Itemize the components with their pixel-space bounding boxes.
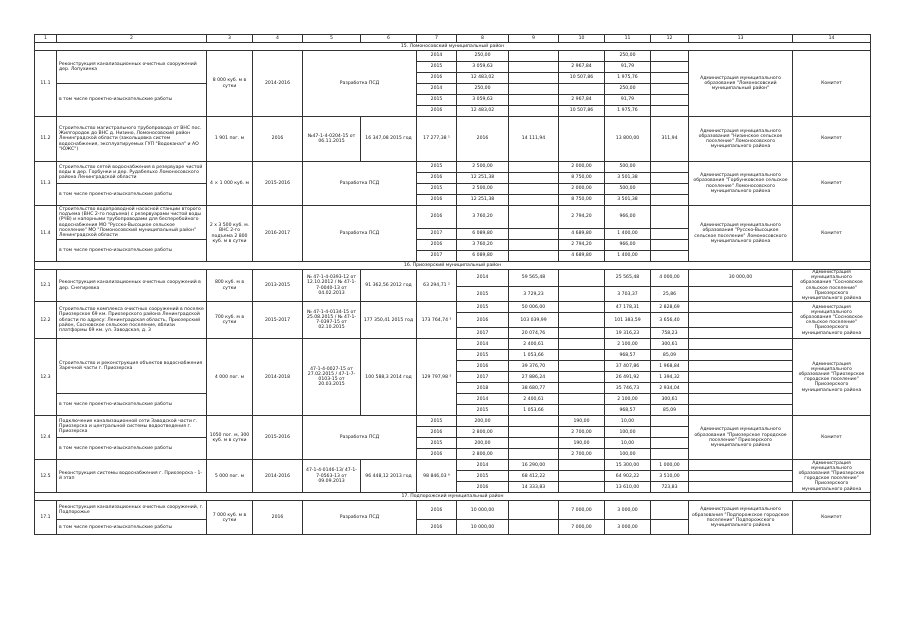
table-row: 2016 12 251,38 8 750,00 3 501,38: [35, 173, 871, 184]
capacity: 700 куб. м в сутки: [207, 302, 253, 339]
table-row: 2016 2 800,00 2 700,00 100,00: [35, 427, 871, 438]
column-number: 14: [793, 35, 871, 43]
year-cell: 2014: [417, 51, 457, 62]
federal-cell: 13 800,00: [605, 117, 651, 162]
local-cell: 311,94: [651, 117, 689, 162]
responsible-cell: Комитет: [793, 51, 871, 117]
column-number: 6: [361, 35, 417, 43]
row-number: 12.1: [35, 270, 57, 302]
table-row: 11.3 Строительство сетей водоснабжения в резервуаре чистой воды в дер. Горбунки и дер. Рудабельхо Ломоносовского района Ленинградской области 4 × 1 000 куб. м 2015-2016 Разработка ПСД 2015 2 500,00 2 000,00 500,00 Администрация муниципального образования "Горбунковское сельское поселение" Ломоносовского муниципального района Комитет: [35, 162, 871, 173]
design-works-note: в том числе проектно-изыскательские работы: [57, 240, 207, 262]
table-row: 2015 3 059,63 2 967,84 91,79: [35, 62, 871, 73]
period: 2014-2018: [253, 339, 303, 416]
row-number: 11.1: [35, 51, 57, 117]
table-row: 12.4 Подключение канализационной сети Заводской части г. Приозерска и центральной системы водоотведения г. Приозерска 1050 пог. м, 300 куб. м в сутки 2015-2016 Разработка ПСД 2015 200,00 190,00 10,00 Администрация муниципального образования "Приозерское городское поселение" Приозерского муниципального района Комитет: [35, 416, 871, 427]
responsible-cell: Комитет: [793, 206, 871, 262]
table-row: 2015 68 412,22 64 902,22 3 510,00: [35, 471, 871, 482]
table-row: в том числе проектно-изыскательские работы 2014 2 400,61 2 100,00 300,61: [35, 394, 871, 405]
column-number: 8: [457, 35, 509, 43]
table-row: 2016 39 376,70 37 407,86 1 968,84: [35, 361, 871, 372]
object-name: Строительство комплекса очистных сооружений в поселке Приозерское 69 км. Приозерского района Ленинградской области по адресу: Ленинградская область, Приозерский район, Сосновское сельское поселение, вблизи платформы 69 км. ул. Заводская, д. 3: [57, 302, 207, 339]
doc-status: Разработка ПСД: [303, 162, 417, 206]
period: 2014-2016: [253, 460, 303, 493]
estimate-cost: 91 362,56 2012 год: [361, 270, 417, 302]
doc-status: 47-1-4-0146-13/ 47-1-7-0563-13 от 09.09.2013: [303, 460, 361, 493]
column-number: 7: [417, 35, 457, 43]
object-name: Реконструкция канализационных очистных сооружений, г. Подпорожье: [57, 501, 207, 520]
capacity: 2 х 3 500 куб. м. ВНС 2-го подъема 2 800 куб. м в сутки: [207, 206, 253, 262]
owner-cell: Администрация муниципального образования "Сосновское сельское поселение" Приозерского муниципального района: [793, 302, 871, 339]
table-row: в том числе проектно-изыскательские работы 2016 3 760,20 2 794,20 966,00: [35, 240, 871, 251]
period: 2016-2017: [253, 206, 303, 262]
table-row: 11.4 Строительство водопроводной насосной станции второго подъема (ВНС 2-го подъема) с резервуарами чистой воды (РЧВ) и напорными трубопроводами для бесперебойного водоснабжения МО "Русско-Высоцкое сельское поселение" МО "Ломоносовский муниципальный район" Ленинградской области 2 х 3 500 куб. м. ВНС 2-го подъема 2 800 куб. м в сутки 2016-2017 Разработка ПСД 2016 3 760,20 2 794,20 966,00 Администрация муниципального образования "Русско-Высоцкое сельское поселение" Ломоносовского муниципального района Комитет: [35, 206, 871, 229]
row-number: 12.5: [35, 460, 57, 493]
object-name: Реконструкция канализационных очистных сооружений дер. Лопухинка: [57, 51, 207, 84]
responsible-cell: Комитет: [793, 162, 871, 206]
table-row: 17.1 Реконструкция канализационных очистных сооружений, г. Подпорожье 7 000 куб. м в сутки 2016 Разработка ПСД 2016 10 000,00 7 000,00 3 000,00 Администрация муниципального образования "Подпорожское городское поселение" Подпорожского муниципального района Комитет: [35, 501, 871, 520]
column-number: 11: [605, 35, 651, 43]
section-row: [35, 262, 871, 270]
row-number: 11.3: [35, 162, 57, 206]
table-row: 2015 3 729,23 3 703,37 25,86: [35, 287, 871, 302]
section-title: 17. Подпорожский муниципальный район: [35, 493, 871, 501]
column-number: 13: [689, 35, 793, 43]
table-row: 2015 1 053,66 968,57 85,09: [35, 350, 871, 361]
responsible-cell: Комитет: [793, 117, 871, 162]
row-number: 17.1: [35, 501, 57, 535]
column-number: 1: [35, 35, 57, 43]
column-number: 2: [57, 35, 207, 43]
table-row: 2017 6 089,80 4 689,80 1 400,00: [35, 251, 871, 262]
table-row: в том числе проектно-изыскательские работы 2015 2 500,00 2 000,00 500,00: [35, 184, 871, 195]
design-works-note: в том числе проектно-изыскательские работы: [57, 84, 207, 117]
period: 2016: [253, 117, 303, 162]
row-number: 12.4: [35, 416, 57, 460]
table-row: 2015 3 059,63 2 967,84 91,79: [35, 95, 871, 106]
section-title: 15. Ломоносовский муниципальный район: [35, 43, 871, 51]
table-row: 2015 1 053,66 968,57 85,09: [35, 405, 871, 416]
responsible-cell: Комитет: [793, 501, 871, 535]
period: 2015-2016: [253, 162, 303, 206]
capacity: 8 000 куб. м в сутки: [207, 51, 253, 117]
column-number: 4: [253, 35, 303, 43]
table-row: [35, 117, 871, 162]
object-name: Строительство водопроводной насосной станции второго подъема (ВНС 2-го подъема) с резервуарами чистой воды (РЧВ) и напорными трубопроводами для бесперебойного водоснабжения МО "Русско-Высоцкое сельское поселение" МО "Ломоносовский муниципальный район" Ленинградской области: [57, 206, 207, 240]
capacity: 800 куб. м в сутки: [207, 270, 253, 302]
object-name: Реконструкция канализационных очистных сооружений в дер. Снегиревка: [57, 270, 207, 302]
column-number: 3: [207, 35, 253, 43]
capacity: 7 000 куб. м в сутки: [207, 501, 253, 535]
doc-status: Разработка ПСД: [303, 416, 417, 460]
document-sheet: [34, 34, 870, 535]
owner-cell: Администрация муниципального образования "Ломоносовский муниципальный район": [689, 51, 793, 117]
row-number: 12.3: [35, 339, 57, 416]
capacity: 4 × 1 000 куб. м: [207, 162, 253, 206]
period: 2015-2017: [253, 302, 303, 339]
table-row: 2016 12 251,38 8 750,00 3 501,38: [35, 195, 871, 206]
responsible-cell: Комитет: [793, 416, 871, 460]
current-cost: 129 797,98 ⁵: [417, 339, 457, 416]
row-number: 12.2: [35, 302, 57, 339]
owner-cell: Администрация муниципального образования "Подпорожское городское поселение" Подпорожского муниципального района: [689, 501, 793, 535]
current-cost: 17 277,38 ¹: [417, 117, 457, 162]
current-cost: 98 846,03 ⁶: [417, 460, 457, 493]
current-cost: 63 294,71 ²: [417, 270, 457, 302]
capacity: 4 000 пог. м: [207, 339, 253, 416]
doc-status: №47-1-4-0204-15 от 06.11.2015: [303, 117, 361, 162]
table-row: 2016 12 483,02 10 507,86 1 975,76: [35, 73, 871, 84]
capacity: 1 901 пог. м: [207, 117, 253, 162]
table-row: [35, 51, 871, 62]
period: 2015-2016: [253, 416, 303, 460]
table-row: 2018 38 680,77 35 746,73 2 934,04: [35, 383, 871, 394]
period: 2014-2016: [253, 51, 303, 117]
doc-status: Разработка ПСД: [303, 51, 417, 117]
doc-status: Разработка ПСД: [303, 206, 417, 262]
total-cell: 14 111,94: [509, 117, 559, 162]
object-name: Подключение канализационной сети Заводской части г. Приозерска и центральной системы водоотведения г. Приозерска: [57, 416, 207, 438]
capacity: 1050 пог. м, 300 куб. м в сутки: [207, 416, 253, 460]
object-name: Строительство сетей водоснабжения в резервуаре чистой воды в дер. Горбунки и дер. Рудабельхо Ломоносовского района Ленинградской области: [57, 162, 207, 184]
object-name: Реконструкция системы водоснабжения г. Приозерска - 1-й этап: [57, 460, 207, 493]
owner-cell: Администрация муниципального образования "Низинское сельское поселение" Ломоносовского муниципального района: [689, 117, 793, 162]
table-row: 2016 12 483,02 10 507,86 1 975,76: [35, 106, 871, 117]
table-row: 2017 6 089,80 4 689,80 1 400,00: [35, 229, 871, 240]
owner-cell: Администрация муниципального образования "Русско-Высоцкое сельское поселение" Ломоносовского муниципального района: [689, 206, 793, 262]
owner-cell: Администрация муниципального образования "Приозерское городское поселение" Приозерского муниципального района: [689, 416, 793, 460]
table-row: 2016 103 039,99 101 383,59 3 656,40: [35, 313, 871, 328]
table-row: 12.1 Реконструкция канализационных очистных сооружений в дер. Снегиревка 800 куб. м в сутки 2013-2015 № 47-1-4-0393-12 от 12.10.2012 / № 47-1-7-0040-13 от 04.02.2013 91 362,56 2012 год 63 294,71 ² 2014 59 565,48 25 565,48 4 000,00 30 000,00 Администрация муниципального образования "Сосновское сельское поселение" Приозерского муниципального района: [35, 270, 871, 287]
local-cell: 250,00: [605, 51, 651, 62]
table-row: 2016 2 800,00 2 700,00 100,00: [35, 449, 871, 460]
federal-cell: [559, 51, 605, 62]
design-works-note: в том числе проектно-изыскательские работы: [57, 438, 207, 460]
total-cell: 250,00: [457, 51, 509, 62]
estimate-cost: 100 588,3 2014 год: [361, 339, 417, 416]
period: 2016: [253, 501, 303, 535]
table-row: 2017 20 074,76 19 316,23 758,23: [35, 328, 871, 339]
estimate-cost: 16 347,08 2015 год: [361, 117, 417, 162]
period: 2013-2015: [253, 270, 303, 302]
design-works-note: в том числе проектно-изыскательские работы: [57, 520, 207, 535]
column-number: 12: [651, 35, 689, 43]
estimate-cost: 177 350,41 2015 год: [361, 302, 417, 339]
section-row: [35, 493, 871, 501]
table-row: в том числе проектно-изыскательские работы 2016 10 000,00 7 000,00 3 000,00: [35, 520, 871, 535]
object-name: Строительство магистрального трубопровода от ВНС пос. Жилгородок до ВНС д. Низино, Ломоносовский район Ленинградской области (закольцовка систем водоснабжения, эксплуатируемых ГУП "Водоканал" и АО "ЮЖС"): [57, 117, 207, 162]
column-number: 9: [509, 35, 559, 43]
owner-cell: Администрация муниципального образования "Приозерское городское поселение" Приозерского муниципального района: [793, 460, 871, 493]
object-name: Строительство и реконструкция объектов водоснабжения Заречной части г. Приозерска: [57, 339, 207, 394]
table-row: 2017 27 886,24 26 491,92 1 394,32: [35, 372, 871, 383]
doc-status: № 47-1-4-0134-15 от 25.08.2015 / № 47-1-7-0397-15 от 02.10.2015: [303, 302, 361, 339]
year-cell: 2016: [457, 117, 509, 162]
table-row: 12.2 Строительство комплекса очистных сооружений в поселке Приозерское 69 км. Приозерского района Ленинградской области по адресу: Ленинградская область, Приозерский район, Сосновское сельское поселение, вблизи платформы 69 км. ул. Заводская, д. 3 700 куб. м в сутки 2015-2017 № 47-1-4-0134-15 от 25.08.2015 / № 47-1-7-0397-15 от 02.10.2015 177 350,41 2015 год 173 764,74 ³ 2015 50 006,00 47 178,31 2 828,69 Администрация муниципального образования "Сосновское сельское поселение" Приозерского муниципального района: [35, 302, 871, 313]
design-works-note: в том числе проектно-изыскательские работы: [57, 184, 207, 206]
doc-status: № 47-1-4-0393-12 от 12.10.2012 / № 47-1-7-0040-13 от 04.02.2013: [303, 270, 361, 302]
capacity: 5 000 пог. м: [207, 460, 253, 493]
row-number: 11.4: [35, 206, 57, 262]
owner-cell: Администрация муниципального образования "Горбунковское сельское поселение" Ломоносовского муниципального района: [689, 162, 793, 206]
owner-cell: Администрация муниципального образования "Сосновское сельское поселение" Приозерского муниципального района: [793, 270, 871, 302]
investment-program-table: [34, 34, 871, 535]
row-number: 11.2: [35, 117, 57, 162]
table-row: в том числе проектно-изыскательские работы 2014 250,00 250,00: [35, 84, 871, 95]
table-row: 2016 14 333,83 13 610,00 723,83: [35, 482, 871, 493]
column-number: 5: [303, 35, 361, 43]
current-cost: 173 764,74 ³: [417, 302, 457, 339]
owner-cell: Администрация муниципального образования "Приозерское городское поселение" Приозерского муниципального района: [793, 339, 871, 416]
section-title: 16. Приозерский муниципальный район: [35, 262, 871, 270]
table-row: в том числе проектно-изыскательские работы 2015 200,00 190,00 10,00: [35, 438, 871, 449]
table-row: 12.5 Реконструкция системы водоснабжения г. Приозерска - 1-й этап 5 000 пог. м 2014-2016 47-1-4-0146-13/ 47-1-7-0563-13 от 09.09.2013 96 448,12 2013 год 98 846,03 ⁶ 2014 16 290,00 15 300,00 1 000,00 Администрация муниципального образования "Приозерское городское поселение" Приозерского муниципального района: [35, 460, 871, 471]
doc-status: Разработка ПСД: [303, 501, 417, 535]
column-numbers-row: [35, 35, 871, 43]
section-row: [35, 43, 871, 51]
estimate-cost: 96 448,12 2013 год: [361, 460, 417, 493]
doc-status: 47-1-4-0027-15 от 27.02.2015 / 47-1-7-0103-15 от 20.03.2015: [303, 339, 361, 416]
design-works-note: в том числе проектно-изыскательские работы: [57, 394, 207, 416]
table-row: 12.3 Строительство и реконструкция объектов водоснабжения Заречной части г. Приозерска 4 000 пог. м 2014-2018 47-1-4-0027-15 от 27.02.2015 / 47-1-7-0103-15 от 20.03.2015 100 588,3 2014 год 129 797,98 ⁵ 2014 2 400,61 2 100,00 300,61 Администрация муниципального образования "Приозерское городское поселение" Приозерского муниципального района: [35, 339, 871, 350]
column-number: 10: [559, 35, 605, 43]
